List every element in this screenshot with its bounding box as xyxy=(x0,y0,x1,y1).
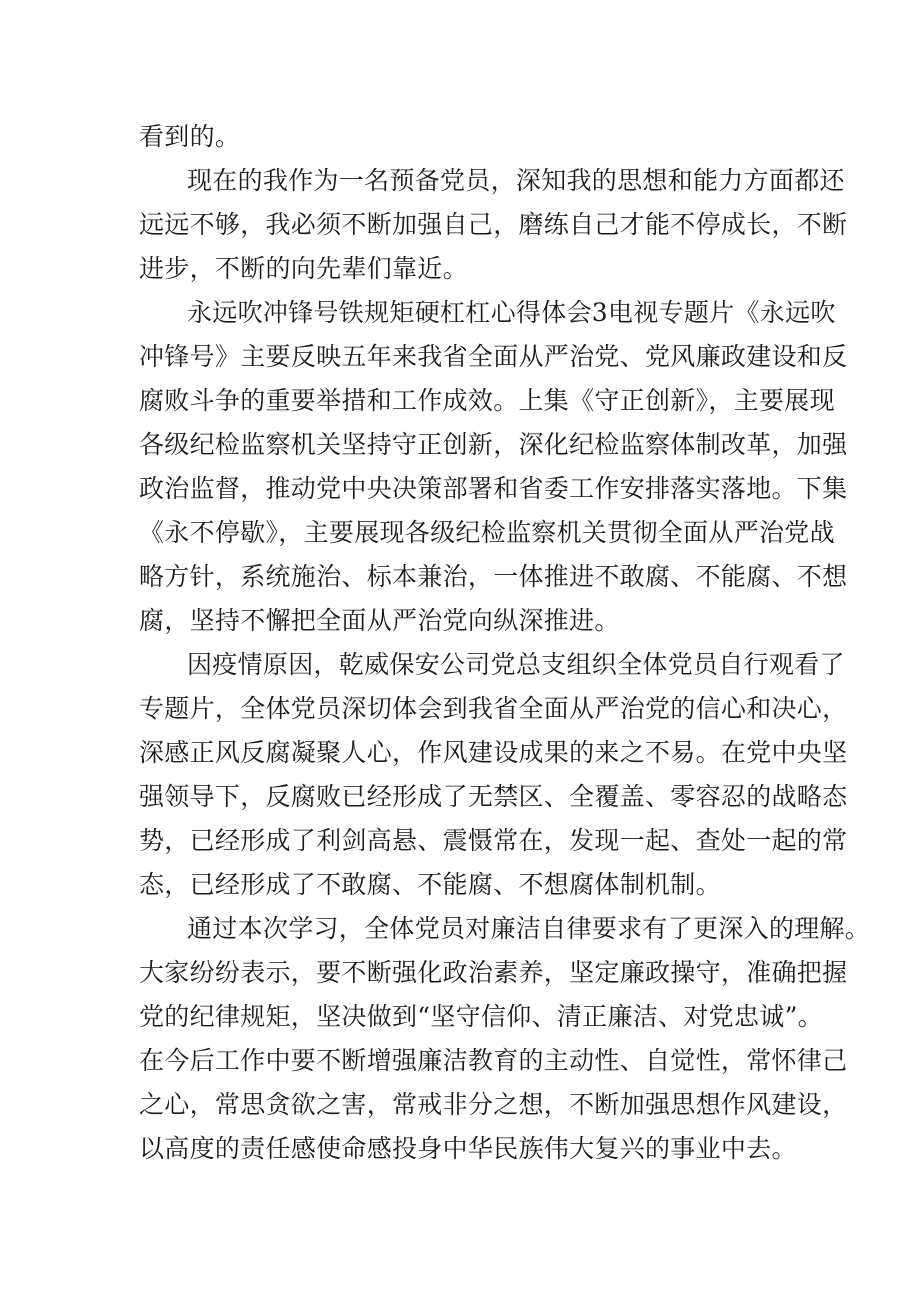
text-line: 通过本次学习，全体党员对廉洁自律要求有了更深入的理解。 xyxy=(187,914,871,943)
text-line: 腐，坚持不懈把全面从严治党向纵深推进。 xyxy=(139,606,620,635)
text-line: 因疫情原因，乾威保安公司党总支组织全体党员自行观看了 xyxy=(187,650,845,679)
text-line: 腐败斗争的重要举措和工作成效。上集《守正创新》，主要展现 xyxy=(139,386,835,415)
text-line: 政治监督，推动党中央决策部署和省委工作安排落实落地。下集 xyxy=(139,474,848,503)
text-line: 看到的。 xyxy=(139,122,241,151)
text-line: 党的纪律规矩，坚决做到“坚守信仰、清正廉洁、对党忠诚”。 xyxy=(139,1002,823,1031)
text-line: 永远吹冲锋号铁规矩硬杠杠心得体会3电视专题片《永远吹 xyxy=(187,298,836,327)
text-line: 冲锋号》主要反映五年来我省全面从严治党、党风廉政建设和反 xyxy=(139,342,848,371)
text-line: 之心，常思贪欲之害，常戒非分之想，不断加强思想作风建设， xyxy=(139,1090,848,1119)
text-line: 略方针，系统施治、标本兼治，一体推进不敢腐、不能腐、不想 xyxy=(139,562,848,591)
text-line: 势，已经形成了利剑高悬、震慑常在，发现一起、查处一起的常 xyxy=(139,826,848,855)
text-line: 进步，不断的向先辈们靠近。 xyxy=(139,254,468,283)
text-line: 远远不够，我必须不断加强自己，磨练自己才能不停成长，不断 xyxy=(139,210,848,239)
text-line: 《永不停歇》，主要展现各级纪检监察机关贯彻全面从严治党战 xyxy=(139,518,835,547)
text-line: 态，已经形成了不敢腐、不能腐、不想腐体制机制。 xyxy=(139,870,721,899)
text-line: 在今后工作中要不断增强廉洁教育的主动性、自觉性，常怀律己 xyxy=(139,1046,848,1075)
text-line: 现在的我作为一名预备党员，深知我的思想和能力方面都还 xyxy=(187,166,845,195)
text-line: 专题片，全体党员深切体会到我省全面从严治党的信心和决心， xyxy=(139,694,848,723)
text-line: 大家纷纷表示，要不断强化政治素养，坚定廉政操守，准确把握 xyxy=(139,958,848,987)
text-line: 各级纪检监察机关坚持守正创新，深化纪检监察体制改革，加强 xyxy=(139,430,848,459)
text-line: 以高度的责任感使命感投身中华民族伟大复兴的事业中去。 xyxy=(139,1134,797,1163)
text-line: 强领导下，反腐败已经形成了无禁区、全覆盖、零容忍的战略态 xyxy=(139,782,848,811)
text-line: 深感正风反腐凝聚人心，作风建设成果的来之不易。在党中央坚 xyxy=(139,738,848,767)
